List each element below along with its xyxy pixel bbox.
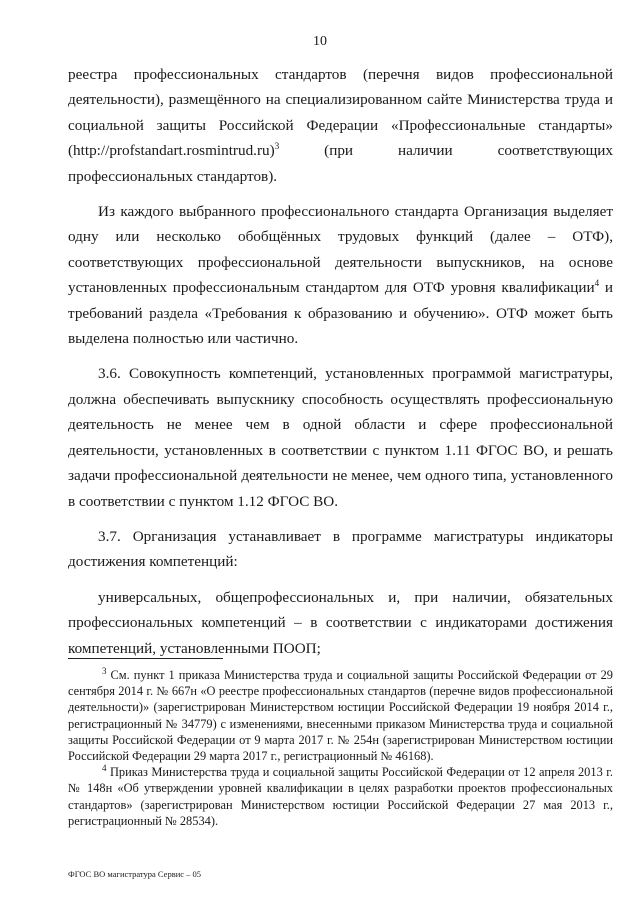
footnote-ref-3[interactable]: 3 (274, 141, 280, 152)
footnote-4-text: Приказ Министерства труда и социальной защиты Российской Федерации от 12 апреля 2013 г. № 148н «Об утверждении уровней квалификации в целях разработки проектов профессиональных стандартов» (зарегистрирован Министерством юстиции Российской Федерации 27 мая 2013 г., регистрационный № 28534). (68, 765, 613, 828)
footnote-divider (68, 658, 223, 659)
footnote-3-text: См. пункт 1 приказа Министерства труда и социальной защиты Российской Федерации от 29 сентября 2014 г. № 667н «О реестре профессиональных стандартов (перечне видов профессиональной деятельности)» (зарегистрирован Министерством юстиции Российской Федерации 19 ноября 2014 г., регистрационный № 34779) с изменениями, внесенными приказом Министерства труда и социальной защиты Российской Федерации от 9 марта 2017 г. № 254н (зарегистрирован Министерством юстиции Российской Федерации 29 марта 2017 г., регистрационный № 46168). (68, 668, 613, 764)
paragraph-universal: универсальных, общепрофессиональных и, при наличии, обязательных профессиональных компетенций – в соответствии с индикаторами достижения компетенций, установленными ПООП; (68, 588, 613, 657)
page-footer: ФГОС ВО магистратура Сервис – 05 (68, 869, 202, 879)
footnote-3-number: 3 (102, 665, 107, 676)
paragraph-2-tail: и требований раздела «Требования к образованию и обучению». ОТФ может быть выделена полностью или частично. (68, 279, 613, 348)
footnote-4-number: 4 (102, 763, 107, 774)
footnote-3 (68, 667, 613, 764)
page-number: 10 (313, 34, 327, 49)
footnote-ref-4[interactable]: 4 (594, 278, 600, 289)
body-text (68, 62, 613, 671)
paragraph-2 (68, 199, 613, 351)
paragraph-1 (68, 62, 613, 189)
paragraph-1-tail: (при наличии соответствующих профессиональных стандартов). (68, 142, 613, 185)
paragraph-3-7: 3.7. Организация устанавливает в программе магистратуры индикаторы достижения компетенций: (68, 527, 613, 571)
paragraph-2-text: Из каждого выбранного профессионального стандарта Организация выделяет одну или несколько обобщённых трудовых функций (далее – ОТФ), соответствующих профессиональной деятельности выпускников, на основе установленных профессиональным стандартом для ОТФ уровня квалификации (68, 203, 613, 297)
paragraph-3-6: 3.6. Совокупность компетенций, установленных программой магистратуры, должна обеспечивать выпускнику способность осуществлять профессиональную деятельность не менее чем в одной области и сфере профессиональной деятельности, установленных в соответствии с пунктом 1.11 ФГОС ВО, и решать задачи профессиональной деятельности не менее, чем одного типа, установленного в соответствии с пунктом 1.12 ФГОС ВО. (68, 365, 613, 510)
footnotes (68, 667, 613, 829)
footnote-4 (68, 764, 613, 829)
paragraph-1-text: реестра профессиональных стандартов (перечня видов профессиональной деятельности), размещённого на специализированном сайте Министерства труда и социальной защиты Российской Федерации «Профессиональные стандарты» (http://profstandart.rosmintrud.ru) (68, 66, 613, 160)
